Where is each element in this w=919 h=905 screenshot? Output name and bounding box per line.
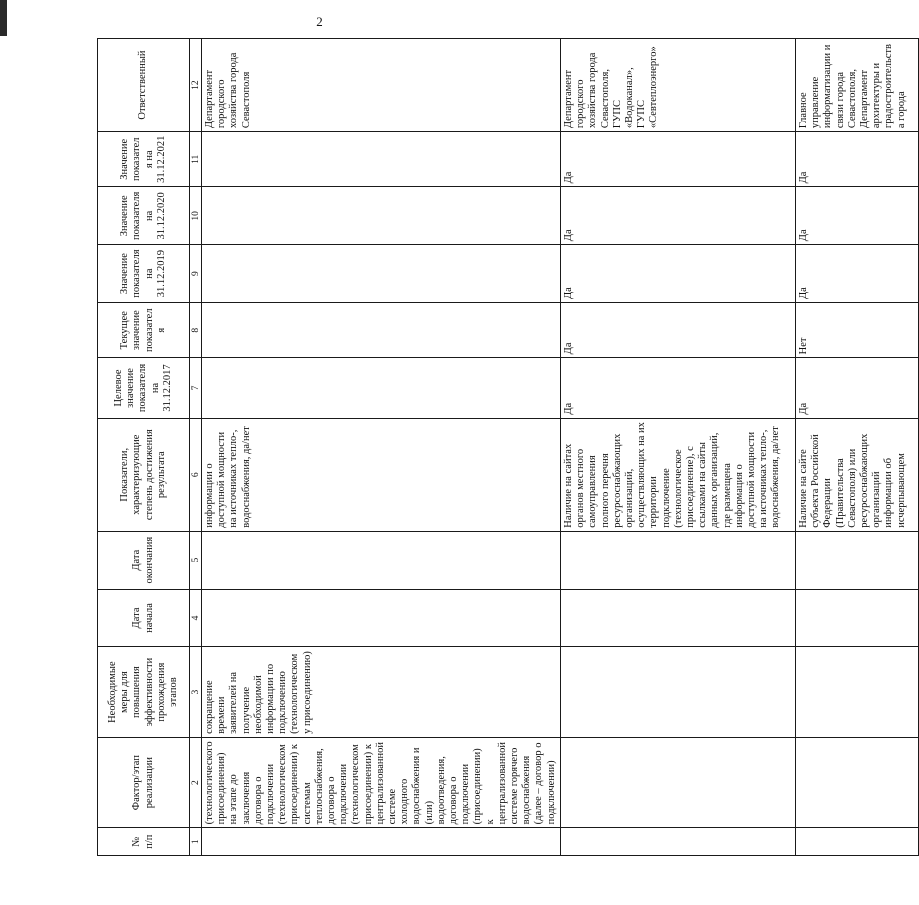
column-number: 3 [190,647,202,737]
table-cell [560,589,795,647]
table-header-row [98,39,190,856]
table-cell [202,245,561,303]
table-cell: Да [795,187,918,245]
column-number: 10 [190,187,202,245]
column-number: 7 [190,358,202,418]
column-number: 6 [190,418,202,531]
table-cell [795,531,918,589]
column-number: 11 [190,132,202,187]
table-cell: Да [560,245,795,303]
table-cell [560,531,795,589]
column-number-row [190,39,202,856]
table-cell [795,647,918,737]
table-cell [560,828,795,856]
table-cell [202,828,561,856]
column-number: 8 [190,303,202,358]
table-cell [202,358,561,418]
table-row [202,39,561,856]
header-cell: Значение показателя на 31.12.2019 [98,245,190,303]
table-row [560,39,795,856]
table-cell: сокращение времени заявителей на получение необходимой информации по подключению (технологическому присоединению) [202,647,561,737]
table-cell: (технологического присоединения) на этапе до заключения договора о подключении (технологическом присоединении) к системам теплоснабжения, договора о подключении (технологическом присоединении) к централизованной системе холодного водоснабжения и (или) водоотведения, договора о подключении (присоединении) к централизованной системе горячего водоснабжения (далее – договор о подключении) [202,737,561,827]
table-cell: Наличие на сайте субъекта Российской Федерации (Правительства Севастополя) или ресурсоснабжающих организаций информации об исчерпывающем [795,418,918,531]
header-cell: Показатели, характеризующие степень достижения результата [98,418,190,531]
header-cell: Значение показателя на 31.12.2021 [98,132,190,187]
measures-table [97,38,919,856]
column-number: 4 [190,589,202,647]
table-cell [795,589,918,647]
header-cell: Дата окончания [98,531,190,589]
header-cell: Целевое значение показателя на 31.12.2017 [98,358,190,418]
table-cell [560,647,795,737]
column-number: 12 [190,39,202,132]
table-cell: информации о доступной мощности на источниках тепло-, водоснабжения, да/нет [202,418,561,531]
table-cell [202,531,561,589]
header-cell: Значение показателя на 31.12.2020 [98,187,190,245]
table-cell: Да [795,358,918,418]
table-cell [202,589,561,647]
document-table-area [97,38,907,856]
column-number: 1 [190,828,202,856]
table-cell: Да [560,187,795,245]
rotated-table-container [97,38,907,856]
header-cell: Текущее значение показателя [98,303,190,358]
table-cell: Департамент городского хозяйства города Севастополя, ГУПС «Водоканал», ГУПС «Севтеплоэнерго» [560,39,795,132]
table-cell [202,132,561,187]
table-cell: Департамент городского хозяйства города Севастополя [202,39,561,132]
column-number: 9 [190,245,202,303]
table-cell: Да [560,132,795,187]
table-cell [560,737,795,827]
table-cell [202,187,561,245]
page-number: 2 [316,14,323,29]
header-cell: Ответственный [98,39,190,132]
table-cell [202,303,561,358]
table-cell: Да [795,245,918,303]
table-cell [795,737,918,827]
header-cell: Фактор/этап реализации [98,737,190,827]
header-cell: Необходимые меры для повышения эффективности прохождения этапов [98,647,190,737]
table-cell: Главное управление информатизации и связи города Севастополя, Департамент архитектуры и градостроительства города [795,39,918,132]
column-number: 2 [190,737,202,827]
table-cell: Наличие на сайтах органов местного самоуправления полного перечня ресурсоснабжающих организаций, осуществляющих на их территории подключение (технологическое присоединение), с ссылками на сайты данных организаций, где размещена информация о доступной мощности на источниках тепло-, водоснабжения, да/нет [560,418,795,531]
header-cell: Дата начала [98,589,190,647]
table-cell: Да [560,358,795,418]
table-row [795,39,918,856]
table-cell: Нет [795,303,918,358]
column-number: 5 [190,531,202,589]
header-cell: № п/п [98,828,190,856]
table-cell: Да [560,303,795,358]
table-cell: Да [795,132,918,187]
table-cell [795,828,918,856]
